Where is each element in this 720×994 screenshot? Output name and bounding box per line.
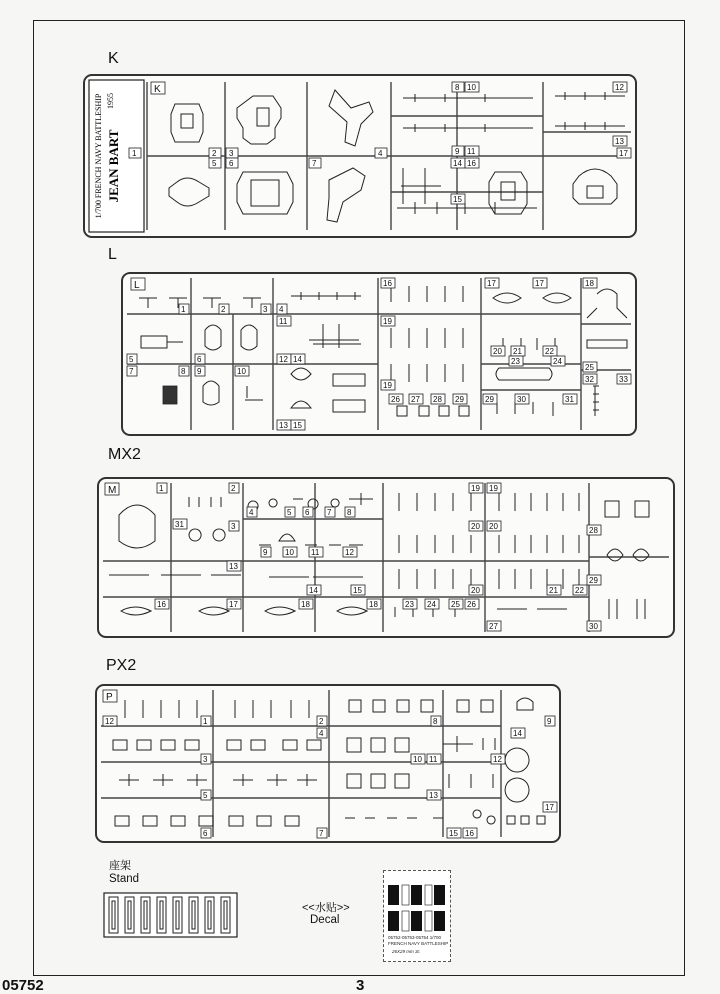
m-num: 20 [489, 522, 498, 531]
p-num: 10 [413, 755, 422, 764]
m-num: 13 [229, 562, 238, 571]
l-num: 9 [197, 367, 202, 376]
m-num: 18 [301, 600, 310, 609]
p-num: 17 [545, 803, 554, 812]
m-num: 16 [157, 600, 166, 609]
m-num: 7 [327, 508, 332, 517]
m-num: 9 [263, 548, 268, 557]
p-num: 3 [203, 755, 208, 764]
l-num: 4 [279, 305, 284, 314]
m-num: 20 [471, 522, 480, 531]
p-num: 15 [449, 829, 458, 838]
k-num: 12 [615, 83, 624, 92]
m-num: 27 [489, 622, 498, 631]
l-num: 23 [511, 357, 520, 366]
p-num: 12 [493, 755, 502, 764]
p-num: 12 [105, 717, 114, 726]
decal-stripes [388, 885, 445, 931]
m-num: 19 [471, 484, 480, 493]
sprue-p-tag: P [106, 692, 113, 703]
l-num: 17 [487, 279, 496, 288]
p-num: 4 [319, 729, 324, 738]
sprue-k-tag: K [154, 84, 161, 95]
l-num: 12 [279, 355, 288, 364]
m-num: 11 [311, 548, 320, 557]
m-num: 12 [345, 548, 354, 557]
l-num: 20 [493, 347, 502, 356]
sprue-k [83, 74, 637, 238]
p-num: 13 [429, 791, 438, 800]
sprue-p-drawing [97, 686, 559, 841]
p-num: 2 [319, 717, 324, 726]
sprue-k-label-line2: JEAN BART [106, 129, 121, 203]
l-num: 3 [263, 305, 268, 314]
m-num: 24 [427, 600, 436, 609]
l-num: 11 [279, 317, 288, 326]
k-num: 15 [453, 195, 462, 204]
sprue-l-tag: L [134, 280, 140, 291]
l-num: 10 [237, 367, 246, 376]
m-num: 31 [175, 520, 184, 529]
l-num: 8 [181, 367, 186, 376]
product-code: 05752 [2, 977, 44, 994]
m-num: 4 [249, 508, 254, 517]
m-num: 26 [467, 600, 476, 609]
k-num: 4 [378, 149, 383, 158]
sprue-l-part-numbers [127, 278, 631, 430]
sprue-l [121, 272, 637, 436]
p-num: 14 [513, 729, 522, 738]
decal-sheet [383, 870, 451, 962]
l-num: 31 [565, 395, 574, 404]
k-num: 8 [455, 83, 460, 92]
m-num: 29 [589, 576, 598, 585]
l-num: 29 [485, 395, 494, 404]
k-num: 14 [453, 159, 462, 168]
l-num: 14 [293, 355, 302, 364]
p-num: 6 [203, 829, 208, 838]
m-num: 3 [231, 522, 236, 531]
l-num: 1 [181, 305, 186, 314]
m-num: 23 [405, 600, 414, 609]
sprue-l-drawing [123, 274, 635, 434]
sprue-m-tag: M [108, 485, 117, 496]
l-num: 25 [585, 363, 594, 372]
m-num: 18 [369, 600, 378, 609]
m-num: 28 [589, 526, 598, 535]
decal-label-cn: <<水贴>> [302, 902, 350, 914]
l-num: 6 [197, 355, 202, 364]
p-num: 8 [433, 717, 438, 726]
sprue-l-heading: L [108, 246, 117, 263]
decal-caption-3: 26X29 mm 3c [392, 949, 420, 954]
l-num: 19 [383, 317, 392, 326]
k-num: 1 [132, 149, 137, 158]
decal-caption-1: 05752-05753-05754 1/700 [388, 935, 442, 940]
k-num: 11 [467, 147, 476, 156]
k-num: 7 [312, 159, 317, 168]
p-num: 7 [319, 829, 324, 838]
l-num: 17 [535, 279, 544, 288]
m-num: 2 [231, 484, 236, 493]
l-num: 33 [619, 375, 628, 384]
m-num: 1 [159, 484, 164, 493]
stand-drawing [103, 892, 238, 938]
l-num: 29 [455, 395, 464, 404]
m-num: 10 [285, 548, 294, 557]
m-num: 30 [589, 622, 598, 631]
k-num: 6 [229, 159, 234, 168]
k-num: 3 [229, 149, 234, 158]
sprue-k-label-line3: 1955 [106, 93, 115, 109]
sprue-m [97, 477, 675, 638]
k-num: 5 [212, 159, 217, 168]
l-num: 22 [545, 347, 554, 356]
m-num: 8 [347, 508, 352, 517]
l-num: 26 [391, 395, 400, 404]
sprue-p [95, 684, 561, 843]
k-num: 13 [615, 137, 624, 146]
sprue-k-label-line1: 1/700 FRENCH NAVY BATTLESHIP [94, 93, 103, 219]
k-num: 10 [467, 83, 476, 92]
l-num: 32 [585, 375, 594, 384]
l-num: 5 [129, 355, 134, 364]
p-num: 11 [429, 755, 438, 764]
k-num: 2 [212, 149, 217, 158]
m-num: 22 [575, 586, 584, 595]
stand-label-cn: 座架 [109, 860, 131, 872]
stand-label-en: Stand [109, 873, 140, 885]
sprue-m-heading: MX2 [108, 446, 141, 463]
m-num: 25 [451, 600, 460, 609]
sprue-k-drawing [85, 76, 635, 236]
m-num: 20 [471, 586, 480, 595]
l-num: 7 [129, 367, 134, 376]
l-num: 15 [293, 421, 302, 430]
m-num: 6 [305, 508, 310, 517]
l-num: 16 [383, 279, 392, 288]
p-num: 1 [203, 717, 208, 726]
l-num: 19 [383, 381, 392, 390]
p-num: 5 [203, 791, 208, 800]
l-num: 21 [513, 347, 522, 356]
m-num: 21 [549, 586, 558, 595]
sprue-p-heading: PX2 [106, 657, 137, 674]
sprue-m-part-numbers [155, 483, 601, 631]
k-num: 16 [467, 159, 476, 168]
l-num: 30 [517, 395, 526, 404]
page-number: 3 [356, 977, 365, 994]
sprue-k-heading: K [108, 50, 119, 67]
k-num: 9 [455, 147, 460, 156]
m-num: 5 [287, 508, 292, 517]
l-num: 18 [585, 279, 594, 288]
p-num: 9 [547, 717, 552, 726]
m-num: 14 [309, 586, 318, 595]
l-num: 13 [279, 421, 288, 430]
l-num: 27 [411, 395, 420, 404]
m-num: 17 [229, 600, 238, 609]
decal-label-en: Decal [310, 914, 340, 926]
l-num: 24 [553, 357, 562, 366]
sprue-m-drawing [99, 479, 673, 636]
k-num: 17 [619, 149, 628, 158]
l-num: 2 [221, 305, 226, 314]
p-num: 16 [465, 829, 474, 838]
l-num: 28 [433, 395, 442, 404]
m-num: 15 [353, 586, 362, 595]
m-num: 19 [489, 484, 498, 493]
decal-caption-2: FRENCH NAVY BATTLESHIP [388, 941, 449, 946]
